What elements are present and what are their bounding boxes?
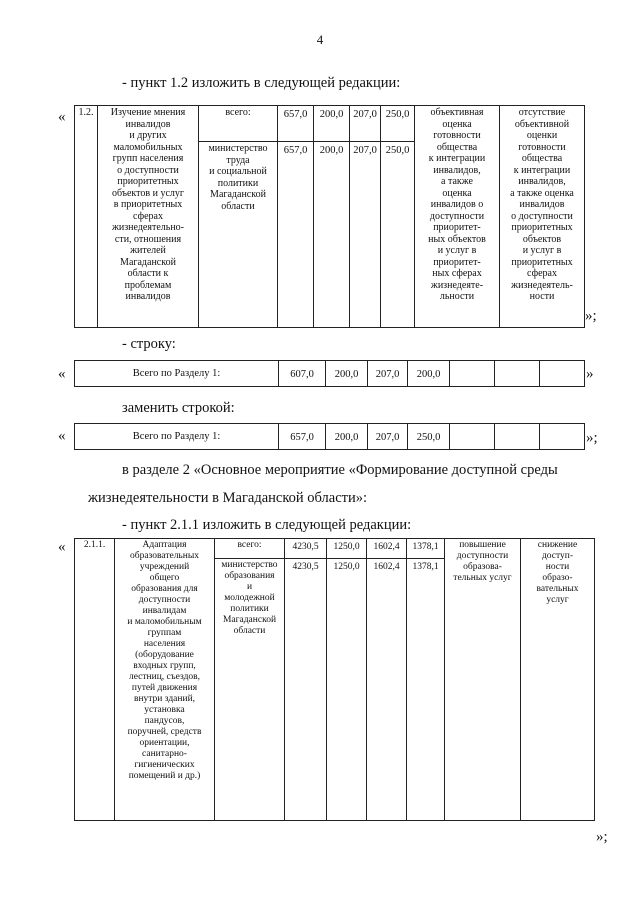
value-ministry-1: 657,0 [278, 142, 314, 328]
value-total-1: 4230,5 [285, 539, 327, 559]
expected-result: повышение доступности образова- тельных услуг [445, 539, 521, 821]
section3-heading: заменить строкой: [122, 400, 235, 416]
measure-name: Изучение мнения инвалидов и других маломобильных групп населения о доступности приоритетных объектов и услуг в приоритетных сферах жизнедеятельно- сти, отношения жителей Магаданской области к проблемам инвалидов [98, 106, 199, 328]
section2-close-mark: » [586, 366, 594, 382]
section3-close-mark: »; [586, 430, 598, 446]
paragraph-line-2: жизнедеятельности в Магаданской области»: [88, 490, 368, 506]
consequences: снижение доступ- ности образо- вательных услуг [521, 539, 595, 821]
empty-cell [540, 361, 585, 387]
row-number: 2.1.1. [75, 539, 115, 821]
value-ministry-1: 4230,5 [285, 559, 327, 821]
value-ministry-2: 200,0 [314, 142, 350, 328]
section1-close-mark: »; [585, 308, 597, 324]
value-total-4: 1378,1 [407, 539, 445, 559]
value-ministry-4: 250,0 [381, 142, 415, 328]
executor-total-label: всего: [215, 539, 285, 559]
total-label: Всего по Разделу 1: [75, 361, 279, 387]
value-total-4: 250,0 [381, 106, 415, 142]
empty-cell [495, 361, 540, 387]
value-total-1: 657,0 [278, 106, 314, 142]
executor-ministry: министерство труда и социальной политики Магаданской области [199, 142, 278, 328]
total-value-2: 200,0 [326, 424, 368, 450]
executor-total-label: всего: [199, 106, 278, 142]
total-value-4: 200,0 [408, 361, 450, 387]
empty-cell [540, 424, 585, 450]
table-total-new [74, 423, 585, 450]
table-item-1-2 [74, 105, 585, 328]
empty-cell [495, 424, 540, 450]
value-total-3: 1602,4 [367, 539, 407, 559]
section4-open-quote: « [58, 539, 66, 555]
row-number: 1.2. [75, 106, 98, 328]
value-ministry-2: 1250,0 [327, 559, 367, 821]
total-value-1: 657,0 [279, 424, 326, 450]
total-value-2: 200,0 [326, 361, 368, 387]
value-total-2: 200,0 [314, 106, 350, 142]
section1-heading: - пункт 1.2 изложить в следующей редакции: [122, 75, 401, 91]
section4-heading: - пункт 2.1.1 изложить в следующей редакции: [122, 517, 412, 533]
section2-open-quote: « [58, 366, 66, 382]
page-number: 4 [316, 32, 324, 47]
total-value-4: 250,0 [408, 424, 450, 450]
value-total-2: 1250,0 [327, 539, 367, 559]
section3-open-quote: « [58, 428, 66, 444]
empty-cell [450, 424, 495, 450]
value-total-3: 207,0 [350, 106, 381, 142]
expected-result: объективная оценка готовности общества к интеграции инвалидов, а также оценка инвалидов о доступности приоритет- ных объектов и услуг в приоритет- ных сферах жизнедеяте- льности [415, 106, 500, 328]
value-ministry-3: 207,0 [350, 142, 381, 328]
total-label: Всего по Разделу 1: [75, 424, 279, 450]
section1-open-quote: « [58, 109, 66, 125]
value-ministry-3: 1602,4 [367, 559, 407, 821]
section4-close-mark: »; [596, 829, 608, 845]
table-item-2-1-1 [74, 538, 595, 821]
table-total-old [74, 360, 585, 387]
total-value-3: 207,0 [368, 424, 408, 450]
consequences: отсутствие объективной оценки готовности общества к интеграции инвалидов, а также оценка инвалидов о доступности приоритетных объектов и услуг в приоритетных сферах жизнедеятель- ности [500, 106, 585, 328]
measure-name: Адаптация образовательных учреждений общего образования для доступности инвалидам и маломобильным группам населения (оборудование входных групп, лестниц, съездов, путей движения внутри зданий, установка пандусов, поручней, средств ориентации, санитарно- гигиенических помещений и др.) [115, 539, 215, 821]
total-value-3: 207,0 [368, 361, 408, 387]
total-value-1: 607,0 [279, 361, 326, 387]
section2-heading: - строку: [122, 336, 176, 352]
value-ministry-4: 1378,1 [407, 559, 445, 821]
executor-ministry: министерство образования и молодежной политики Магаданской области [215, 559, 285, 821]
empty-cell [450, 361, 495, 387]
paragraph-line-1: в разделе 2 «Основное мероприятие «Формирование доступной среды [122, 462, 558, 478]
